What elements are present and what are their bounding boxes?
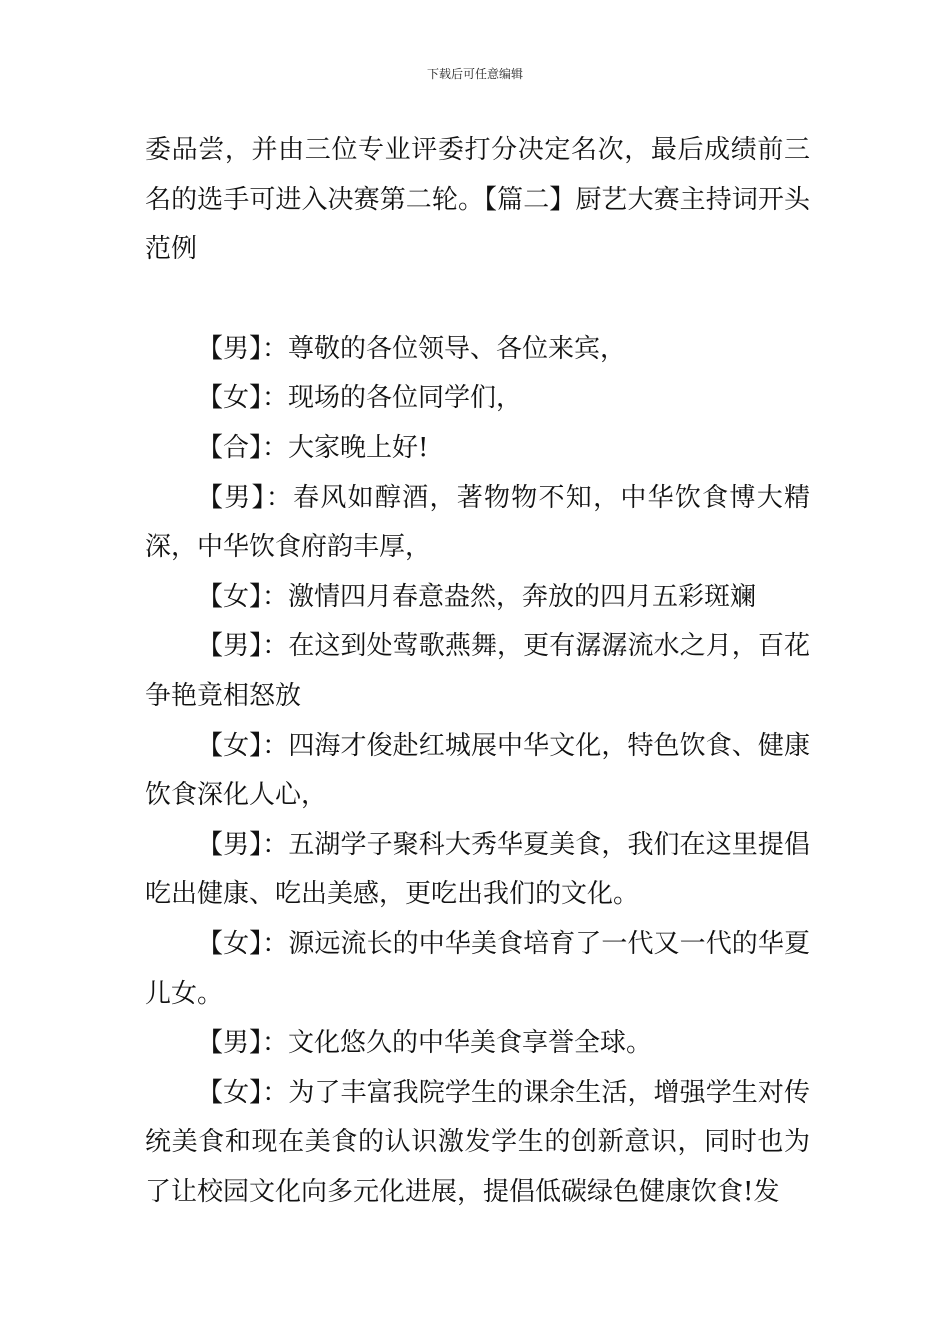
dialogue-text: 大家晚上好! <box>288 432 429 463</box>
dialogue-line <box>145 1019 810 1069</box>
speaker-label: 【女】： <box>197 1077 289 1108</box>
speaker-label: 【男】： <box>197 333 289 364</box>
dialogue-text: 文化悠久的中华美食享誉全球。 <box>288 1028 653 1059</box>
speaker-label: 【男】： <box>197 482 294 513</box>
speaker-label: 【女】： <box>197 581 289 612</box>
dialogue-line <box>145 920 810 1019</box>
dialogue-text: 春风如醇酒，著物物不知，中华饮食博大精深，中华饮食府韵丰厚， <box>145 482 810 563</box>
dialogue-line <box>145 1069 810 1218</box>
intro-paragraph: 委品尝，并由三位专业评委打分决定名次，最后成绩前三名的选手可进入决赛第二轮。【篇二】厨艺大赛主持词开头范例 <box>145 135 810 265</box>
speaker-label: 【合】： <box>197 432 289 463</box>
speaker-label: 【男】： <box>197 829 289 860</box>
dialogue-text: 五湖学子聚科大秀华夏美食，我们在这里提倡吃出健康、吃出美感，更吃出我们的文化。 <box>145 829 810 910</box>
document-body <box>145 126 810 1217</box>
speaker-label: 【男】： <box>197 631 289 662</box>
speaker-label: 【女】： <box>197 928 289 959</box>
speaker-label: 【男】： <box>197 1028 289 1059</box>
dialogue-text: 四海才俊赴红城展中华文化，特色饮食、健康饮食深化人心， <box>145 730 810 811</box>
paragraph-spacer <box>145 275 810 325</box>
dialogue-text: 为了丰富我院学生的课余生活，增强学生对传统美食和现在美食的认识激发学生的创新意识，同时也为了让校园文化向多元化进展，提倡低碳绿色健康饮食!发 <box>145 1077 810 1207</box>
dialogue-line <box>145 722 810 821</box>
dialogue-text: 激情四月春意盎然，奔放的四月五彩斑斓 <box>288 581 757 612</box>
dialogue-line <box>145 424 810 474</box>
dialogue-line <box>145 821 810 920</box>
dialogue-line <box>145 325 810 375</box>
dialogue-text: 在这到处莺歌燕舞，更有潺潺流水之月，百花争艳竟相怒放 <box>145 631 810 711</box>
dialogue-line <box>145 474 810 573</box>
dialogue-text: 源远流长的中华美食培育了一代又一代的华夏儿女。 <box>145 928 810 1009</box>
speaker-label: 【女】： <box>197 383 289 414</box>
page-header: 下载后可任意编辑 <box>426 67 523 81</box>
dialogue-line <box>145 374 810 424</box>
speaker-label: 【女】： <box>197 730 289 761</box>
dialogue-text: 尊敬的各位领导、各位来宾， <box>288 333 627 364</box>
dialogue-line <box>145 622 810 721</box>
dialogue-text: 现场的各位同学们， <box>288 383 523 414</box>
dialogue-line <box>145 573 810 623</box>
